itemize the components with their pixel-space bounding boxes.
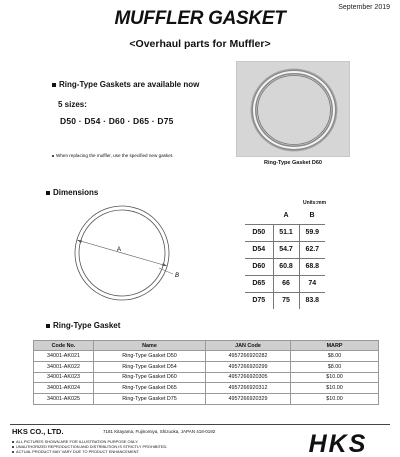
part-name: Ring-Type Gasket D65	[94, 383, 206, 394]
parts-table	[33, 340, 379, 405]
photo-caption: Ring-Type Gasket D60	[264, 160, 322, 166]
dimensions-heading	[46, 188, 98, 197]
col-name: Name	[94, 341, 206, 351]
dimensions-row	[245, 258, 325, 275]
bullet-dot-icon	[12, 451, 14, 453]
part-code: 34001-AK024	[34, 383, 94, 394]
company-name: HKS CO., LTD.	[12, 427, 64, 436]
dim-size: D75	[245, 292, 273, 309]
replacement-note	[52, 153, 173, 158]
part-jan: 4957266920312	[206, 383, 291, 394]
replacement-note-text: When replacing the muffler, use the specified new gasket.	[56, 153, 174, 158]
dim-b: 59.9	[299, 224, 325, 241]
hks-logo	[288, 430, 388, 456]
dimensions-header-blank	[245, 207, 273, 224]
company-address: 7181 Kitayama, Fujinomiya, Shizuoka, JAPAN 418-0192	[103, 429, 216, 434]
dim-size: D50	[245, 224, 273, 241]
disclaimer	[12, 449, 140, 454]
table-row	[34, 372, 379, 383]
part-name: Ring-Type Gasket D50	[94, 351, 206, 362]
dim-b: 74	[299, 275, 325, 292]
part-code: 34001-AK023	[34, 372, 94, 383]
part-jan: 4957266920329	[206, 394, 291, 405]
part-jan: 4957266920299	[206, 361, 291, 372]
gasket-photo	[236, 61, 350, 157]
gasket-dimension-diagram	[55, 203, 195, 313]
date-label: September 2019	[338, 4, 390, 11]
part-price: $10.00	[291, 394, 379, 405]
gasket-ring-image	[237, 62, 351, 158]
part-price: $10.00	[291, 383, 379, 394]
col-jan: JAN Code	[206, 341, 291, 351]
dim-b: 68.8	[299, 258, 325, 275]
col-code: Code No.	[34, 341, 94, 351]
part-price: $8.00	[291, 361, 379, 372]
part-code: 34001-AK021	[34, 351, 94, 362]
part-price: $8.00	[291, 351, 379, 362]
table-row	[34, 394, 379, 405]
dim-a: 75	[273, 292, 299, 309]
dim-size: D54	[245, 241, 273, 258]
bullet-square-icon	[46, 324, 50, 328]
disclaimer-text: ACTUAL PRODUCT MAY VARY DUE TO PRODUCT ENHANCEMENT.	[16, 449, 140, 454]
diagram-label-a: A	[117, 247, 122, 253]
page-subtitle: <Overhaul parts for Muffler>	[129, 38, 271, 50]
dim-b: 62.7	[299, 241, 325, 258]
sizes-label: 5 sizes:	[58, 100, 87, 109]
parts-header-row	[34, 341, 379, 351]
dim-a: 66	[273, 275, 299, 292]
col-price: MARP	[291, 341, 379, 351]
dim-b: 83.8	[299, 292, 325, 309]
part-jan: 4957266920305	[206, 372, 291, 383]
part-name: Ring-Type Gasket D75	[94, 394, 206, 405]
dimensions-heading-text: Dimensions	[53, 188, 99, 197]
units-label: Units:mm	[303, 200, 327, 206]
bullet-dot-icon	[12, 446, 14, 448]
table-row	[34, 351, 379, 362]
disclaimer-text: UNAUTHORIZED REPRODUCTION AND DISTRIBUTION IS STRICTLY PROHIBITED.	[16, 444, 168, 449]
parts-heading-text: Ring-Type Gasket	[53, 321, 121, 330]
part-jan: 4957266920282	[206, 351, 291, 362]
dimensions-row	[245, 241, 325, 258]
dim-a: 54.7	[273, 241, 299, 258]
dim-a: 60.8	[273, 258, 299, 275]
part-code: 34001-AK025	[34, 394, 94, 405]
part-name: Ring-Type Gasket D60	[94, 372, 206, 383]
availability-heading-text: Ring-Type Gaskets are available now	[59, 80, 200, 89]
table-row	[34, 361, 379, 372]
dim-size: D65	[245, 275, 273, 292]
part-code: 34001-AK022	[34, 361, 94, 372]
dimensions-header-b: B	[299, 207, 325, 224]
footer-divider	[10, 424, 390, 425]
dimensions-table	[245, 207, 325, 309]
bullet-square-icon	[52, 83, 56, 87]
bullet-dot-icon	[52, 155, 54, 157]
dimensions-header-row	[245, 207, 325, 224]
dimensions-row	[245, 224, 325, 241]
part-price: $10.00	[291, 372, 379, 383]
part-name: Ring-Type Gasket D54	[94, 361, 206, 372]
disclaimer-text: ALL PICTURES SHOWN ARE FOR ILLUSTRATION PURPOSE ONLY.	[16, 439, 139, 444]
dim-size: D60	[245, 258, 273, 275]
dimensions-row	[245, 275, 325, 292]
table-row	[34, 383, 379, 394]
dimensions-header-a: A	[273, 207, 299, 224]
sizes-list: D50 · D54 · D60 · D65 · D75	[60, 116, 174, 126]
availability-heading	[52, 80, 199, 89]
bullet-dot-icon	[12, 441, 14, 443]
hks-logo-text: HKS	[308, 430, 368, 456]
page-title: MUFFLER GASKET	[114, 8, 286, 29]
dim-a: 51.1	[273, 224, 299, 241]
dimensions-row	[245, 292, 325, 309]
diagram-label-b: B	[175, 273, 180, 279]
bullet-square-icon	[46, 191, 50, 195]
parts-heading	[46, 321, 120, 330]
